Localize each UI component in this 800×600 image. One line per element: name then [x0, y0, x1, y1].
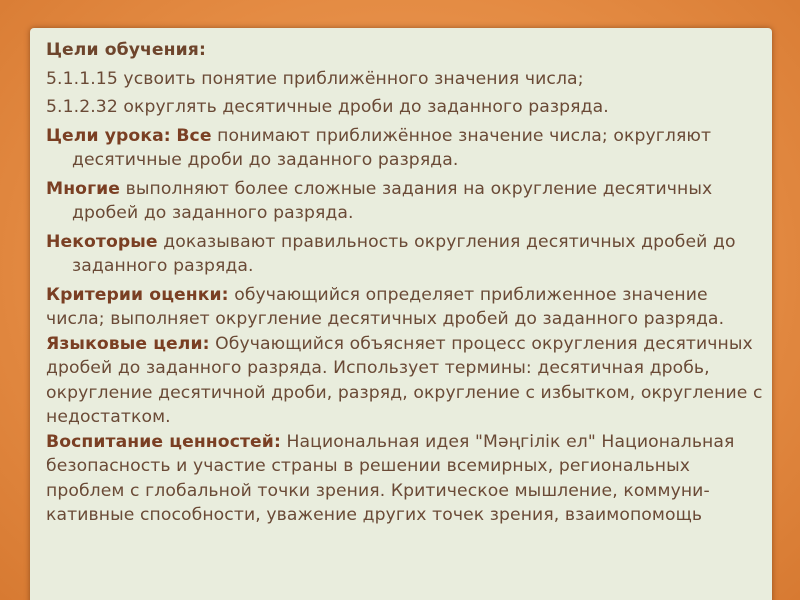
values-education-label: Воспитание ценностей: [46, 431, 281, 452]
lesson-goals-label: Цели урока: [46, 125, 171, 146]
slide-text-body [46, 38, 770, 528]
learning-goal-1 [46, 67, 770, 92]
assessment-criteria [46, 283, 770, 332]
assessment-criteria-label: Критерии оценки: [46, 284, 229, 305]
learning-goal-2-text: 5.1.2.32 округлять десятичные дроби до заданного разряда. [46, 97, 609, 117]
language-goals-label: Языковые цели: [46, 333, 210, 354]
values-education-text: Национальная идея "Мәңгілік ел" Национальная безопасность и участие страны в решении всемирных, региональных проблем с глобальной точки зрения. Критическое мышление, коммуни-кативные способности, уважение других точек зрения, взаимопомощь [46, 431, 735, 525]
lesson-goals-many [46, 177, 770, 226]
lesson-many-label: Многие [46, 178, 121, 199]
slide-content-panel [30, 28, 772, 600]
lesson-all-label: Все [176, 125, 212, 146]
lesson-some-text: доказывают правильность округления десятичных дробей до заданного разряда. [72, 231, 736, 276]
learning-goal-2 [46, 95, 770, 120]
language-goals [46, 332, 770, 430]
lesson-many-text: выполняют более сложные задания на округление десятичных дробей до заданного разряда. [72, 178, 713, 223]
assessment-criteria-text: обучающийся определяет приближенное значение числа; выполняет округление десятичных дробей до заданного разряда. [46, 284, 725, 329]
lesson-some-label: Некоторые [46, 231, 158, 252]
lesson-goals-all [46, 124, 770, 173]
values-education [46, 430, 770, 528]
lesson-all-text: понимают приближённое значение числа; округляют десятичные дроби до заданного разряда. [72, 125, 712, 170]
learning-goal-1-text: 5.1.1.15 усвоить понятие приближённого значения числа; [46, 68, 584, 89]
lesson-goals-some [46, 230, 770, 279]
learning-goals-label: Цели обучения: [46, 40, 206, 60]
language-goals-text: Обучающийся объясняет процесс округления десятичных дробей до заданного разряда. Использует термины: десятичная дробь, округление десятичной дроби, разряд, округление с избытком, округление с недостатком. [46, 333, 763, 427]
learning-goals-heading [46, 38, 770, 63]
